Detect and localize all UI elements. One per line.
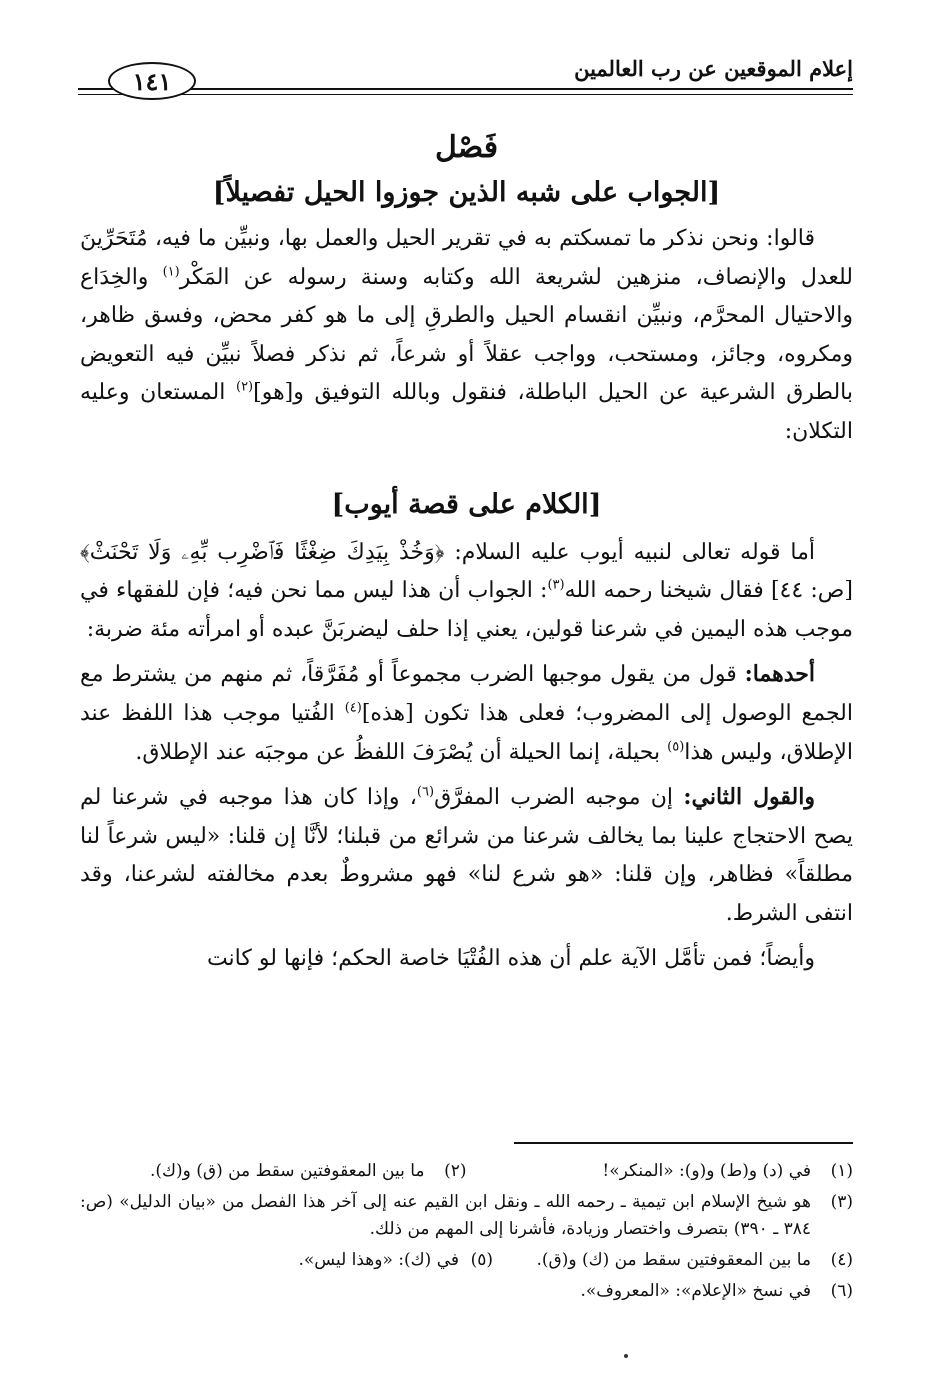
footnote-ref-6[interactable]: (٦) [416,784,435,800]
heading-story-of-ayyub: [الكلام على قصة أيوب] [331,488,602,520]
footnote-6 [80,1278,853,1305]
footnote-ref-1[interactable]: (١) [162,264,180,280]
footnote-number: (١) [830,1161,853,1181]
footnote-2 [80,1158,467,1185]
page-header [78,50,853,110]
header-rule [78,88,853,90]
paragraph-second-opinion [80,778,853,933]
footnote-ref-5[interactable]: (٥) [667,739,685,755]
paragraph-text: : الجواب أن هذا ليس مما نحن فيه؛ فإن للفقهاء في موجب هذه اليمين في شرعنا قولين، يعني إذا حلف ليضربَنَّ عبده أو امرأته مئة ضربة: [80,578,853,642]
paragraph-text: والخِدَاع والاحتيال المحرَّم، ونبيِّن انقسام الحيل والطرقِ إلى ما هو كفر محض، وفسق ظاهر، ومكروه، وجائز، ومستحب، وواجب عقلاً أو شرعاً، ثم نذكر فصلاً نبيِّن فيه التعويض بالطرق الشرعية عن الحيل الباطلة، فنقول وبالله التوفيق و[هو] [80,264,853,406]
print-mark [624,1354,628,1358]
paragraph-text: إن موجبه الضرب المفرَّق [434,785,684,811]
footnote-1 [467,1158,854,1185]
paragraph-first-opinion [80,655,853,772]
footnote-text: في (د) و(ط) و(و): «المنكر»! [602,1161,811,1181]
paragraph-text: أما قوله تعالى لنبيه أيوب عليه السلام: ﴿وَخُذْ بِيَدِكَ ضِغْثًا فَٱضْرِب بِّهِۦ وَلَا تَحْنَثْ﴾ [ص: ٤٤] فقال شيخنا رحمه الله [80,539,853,604]
footnotes [80,1158,853,1305]
footnote-ref-4[interactable]: (٤) [344,700,362,716]
footnote-5 [293,1247,493,1274]
paragraph-text: قول من يقول موجبها الضرب مجموعاً أو مُفَرَّقاً، ثم منهم من يشترط مع الجمع الوصول إلى المضروب؛ فعلى هذا تكون [هذه] [80,662,853,726]
footnote-3 [80,1189,853,1243]
paragraph-text: الفُتيا موجب هذا اللفظ عند الإطلاق، وليس هذا [80,700,853,765]
footnote-number: (٢) [444,1161,467,1181]
lead-word: والقول الثاني: [683,784,815,811]
footnote-number: (٥) [470,1250,493,1270]
header-rule-thin [78,94,853,95]
footnote-text: في (ك): «وهذا ليس». [298,1250,459,1270]
footnote-number: (٦) [830,1281,853,1301]
heading-answer-to-doubts: [الجواب على شبه الذين جوزوا الحيل تفصيلاً] [212,177,721,208]
footnote-4 [493,1247,853,1274]
paragraph-intro [80,220,853,452]
running-title: إعلام الموقعين عن رب العالمين [574,56,853,81]
footnote-row [80,1247,853,1274]
paragraph-ayyub [80,534,853,650]
footnote-text: ما بين المعقوفتين سقط من (ق) و(ك). [149,1161,425,1181]
footnote-separator [514,1142,853,1144]
paragraph-text: بحيلة، إنما الحيلة أن يُصْرَفَ اللفظُ عن موجبَه عند الإطلاق. [135,739,668,765]
lead-word: أحدهما: [744,661,815,688]
footnote-text: في نسخ «الإعلام»: «المعروف». [580,1281,811,1301]
section-title: فَصْل [434,130,499,165]
paragraph-text: قالوا: ونحن نذكر ما تمسكتم به في تقرير الحيل والعمل بها، ونبيِّن ما فيه، مُتَحَرِّينَ للعدل والإنصاف، منزهين لشريعة الله وكتابه وسنة رسوله عن المَكْر [80,226,853,290]
page-number: ١٤١ [108,62,196,100]
paragraph-text: ، وإذا كان هذا موجبه في شرعنا لم يصح الاحتجاج علينا بما يخالف شرعنا من شرائع من قبلنا؛ لأنَّا إن قلنا: «ليس شرعاً لنا مطلقاً» فظاهر، وإن قلنا: «هو شرع لنا» فهو مشروطٌ بعدم مخالفته لشرعنا، وقد انتفى الشرط. [80,785,853,926]
footnote-text: ما بين المعقوفتين سقط من (ك) و(ق). [536,1250,811,1270]
footnote-number: (٣) [830,1192,853,1212]
footnote-number: (٤) [830,1250,853,1270]
footnote-row [80,1158,853,1185]
footnote-text: هو شيخ الإسلام ابن تيمية ـ رحمه الله ـ ونقل ابن القيم عنه إلى آخر هذا الفصل من «بيان الدليل» (ص: ٣٨٤ ـ ٣٩٠) بتصرف واختصار وزيادة، فأشرنا إلى المهم من ذلك. [80,1192,811,1239]
footnote-ref-3[interactable]: (٣) [547,577,565,593]
paragraph-text: المستعان وعليه التكلان: [80,380,853,444]
footnote-ref-2[interactable]: (٢) [235,380,254,396]
main-text [80,126,853,978]
paragraph-also: وأيضاً؛ فمن تأمَّل الآية علم أن هذه الفُتْيَا خاصة الحكم؛ فإنها لو كانت [206,945,815,971]
